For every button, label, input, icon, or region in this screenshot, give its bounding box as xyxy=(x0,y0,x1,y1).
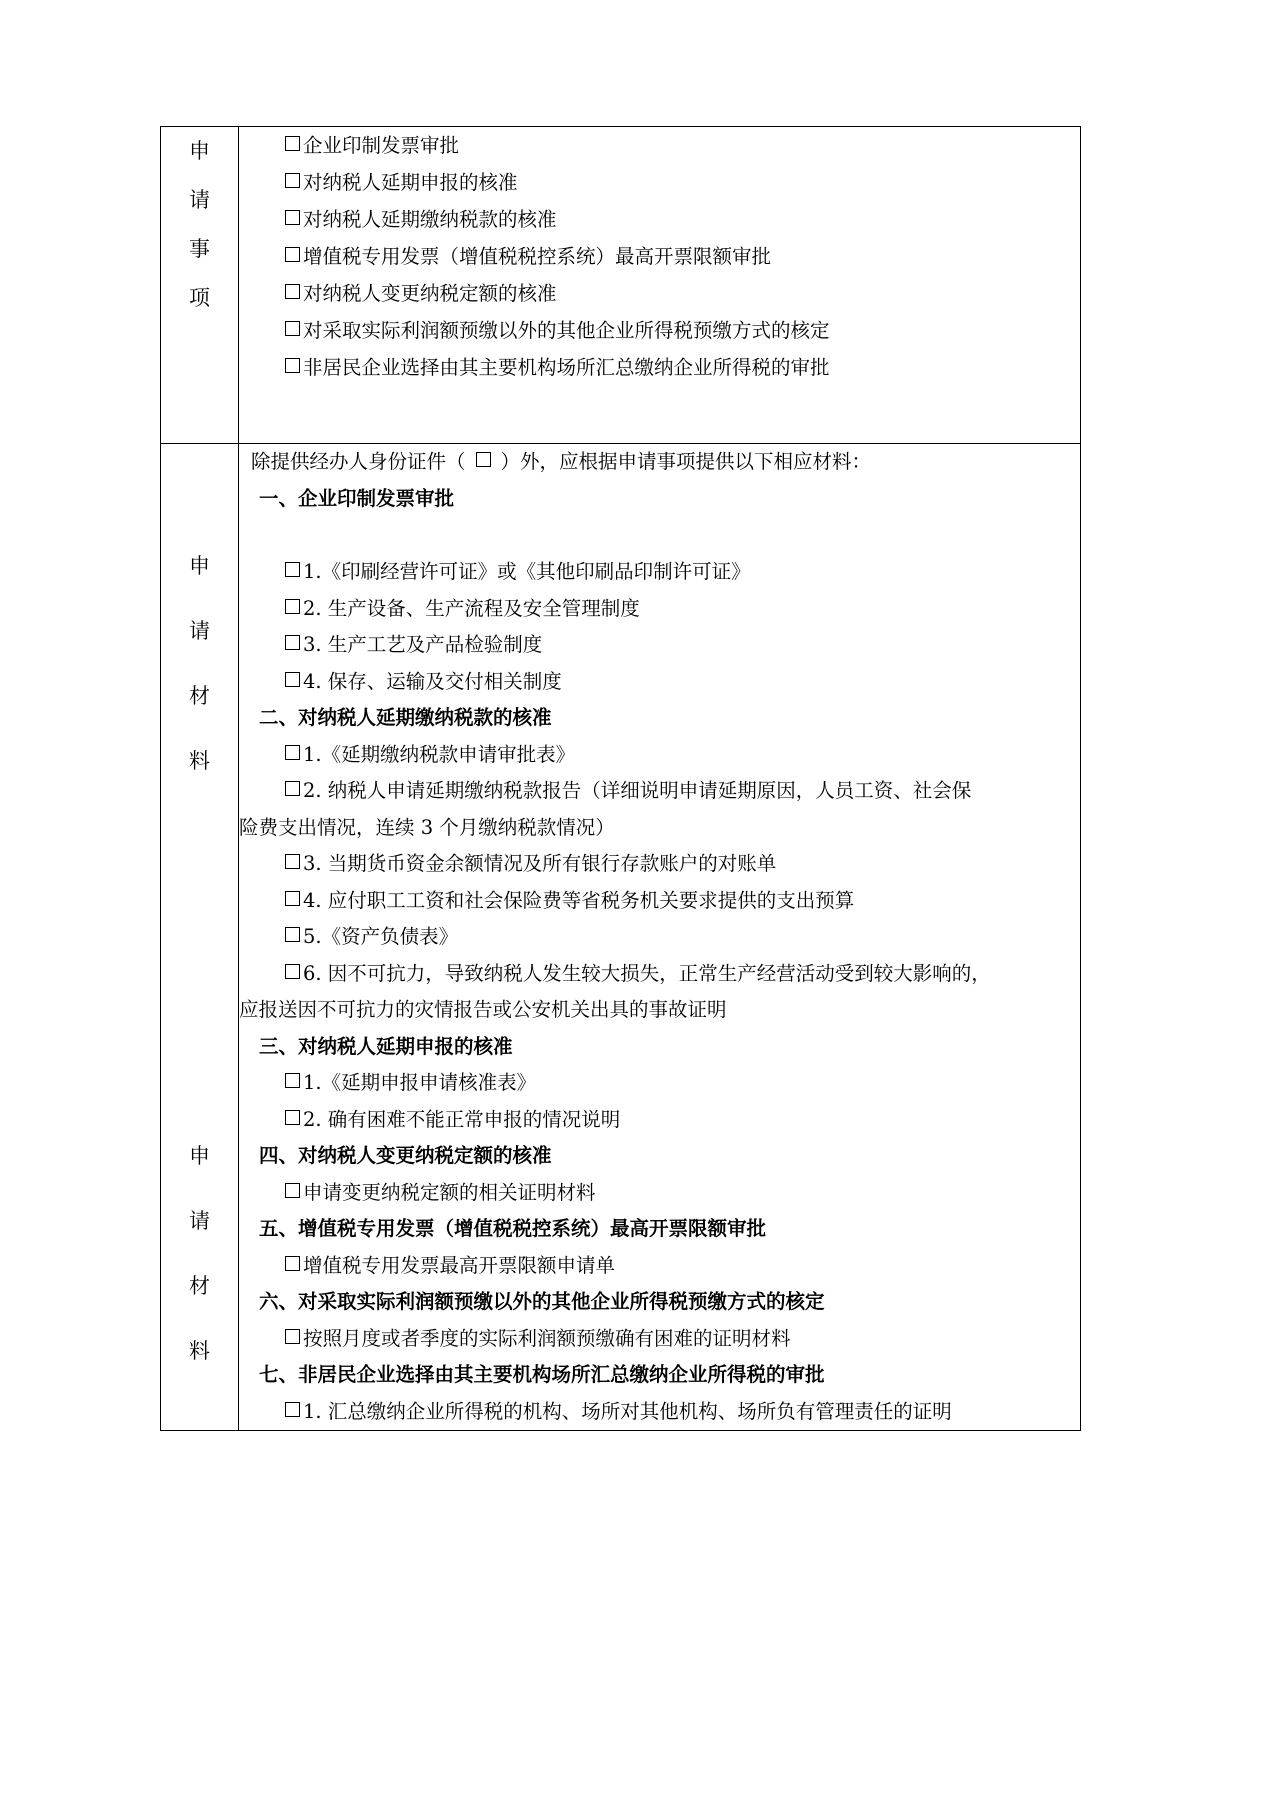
checkbox-icon[interactable] xyxy=(285,964,300,979)
checkbox-label: 申请变更纳税定额的相关证明材料 xyxy=(303,1180,596,1204)
label-char-3: 材 xyxy=(189,1274,210,1298)
section-heading: 四、对纳税人变更纳税定额的核准 xyxy=(259,1144,552,1167)
checkbox-row[interactable] xyxy=(239,664,1080,701)
application-materials-content xyxy=(239,444,1081,1431)
checkbox-label: 对纳税人延期申报的核准 xyxy=(303,171,518,194)
checkbox-row[interactable] xyxy=(239,164,1080,201)
checkbox-row[interactable] xyxy=(239,737,1080,774)
checkbox-row[interactable] xyxy=(239,1065,1080,1102)
checkbox-icon[interactable] xyxy=(285,136,300,151)
checkbox-row[interactable] xyxy=(239,1321,1080,1358)
checkbox-icon[interactable] xyxy=(285,173,300,188)
label-char-2: 请 xyxy=(189,619,210,643)
checkbox-label: 5.《资产负债表》 xyxy=(303,925,459,948)
checkbox-label: 2. 纳税人申请延期缴纳税款报告（详细说明申请延期原因，人员工资、社会保 xyxy=(303,779,972,802)
checkbox-icon[interactable] xyxy=(285,1110,300,1125)
checkbox-row[interactable] xyxy=(239,312,1080,349)
checkbox-icon[interactable] xyxy=(285,891,300,906)
checkbox-row[interactable] xyxy=(239,846,1080,883)
checkbox-row-continuation xyxy=(239,992,1080,1029)
label-char-1: 申 xyxy=(189,139,210,163)
row-label-application-items xyxy=(161,127,239,444)
table-row-application-materials xyxy=(161,444,1081,1431)
checkbox-row[interactable] xyxy=(239,127,1080,164)
row-label-application-materials xyxy=(161,444,239,1431)
checkbox-row[interactable] xyxy=(239,956,1080,993)
checkbox-label: 企业印制发票审批 xyxy=(303,134,460,157)
continuation-text: 险费支出情况，连续 3 个月缴纳税款情况） xyxy=(239,815,615,839)
spacer xyxy=(239,423,1080,443)
checkbox-label: 对采取实际利润额预缴以外的其他企业所得税预缴方式的核定 xyxy=(303,319,830,342)
label-char-2: 请 xyxy=(189,1209,210,1233)
checkbox-label: 按照月度或者季度的实际利润额预缴确有困难的证明材料 xyxy=(303,1326,791,1350)
checkbox-label: 对纳税人变更纳税定额的核准 xyxy=(303,282,557,305)
section-heading: 五、增值税专用发票（增值税税控系统）最高开票限额审批 xyxy=(259,1217,767,1240)
label-char-4: 项 xyxy=(189,286,210,310)
vertical-label-shen-qing-cai-liao-top xyxy=(161,534,238,794)
checkbox-label: 2. 确有困难不能正常申报的情况说明 xyxy=(303,1107,621,1131)
intro-text-after: ）外，应根据申请事项提供以下相应材料： xyxy=(500,450,872,473)
section-heading: 六、对采取实际利润额预缴以外的其他企业所得税预缴方式的核定 xyxy=(259,1290,825,1313)
checkbox-row[interactable] xyxy=(239,591,1080,628)
checkbox-icon[interactable] xyxy=(285,599,300,614)
label-char-1: 申 xyxy=(189,1144,210,1168)
checkbox-label: 1. 汇总缴纳企业所得税的机构、场所对其他机构、场所负有管理责任的证明 xyxy=(303,1399,952,1423)
checkbox-label: 4. 保存、运输及交付相关制度 xyxy=(303,669,562,693)
section-heading: 二、对纳税人延期缴纳税款的核准 xyxy=(259,706,552,729)
section-heading: 三、对纳税人延期申报的核准 xyxy=(259,1034,513,1058)
label-char-3: 材 xyxy=(189,684,210,708)
table-row-application-items xyxy=(161,127,1081,444)
vertical-label-shen-qing-cai-liao-bottom xyxy=(161,1124,238,1384)
checkbox-icon[interactable] xyxy=(285,321,300,336)
materials-intro-line xyxy=(239,444,1080,481)
id-document-checkbox-icon[interactable] xyxy=(476,452,491,467)
checkbox-icon[interactable] xyxy=(285,1402,300,1417)
label-char-4: 料 xyxy=(189,1339,210,1363)
checkbox-row[interactable] xyxy=(239,627,1080,664)
label-char-1: 申 xyxy=(189,554,210,578)
checkbox-row-continuation xyxy=(239,810,1080,847)
spacer xyxy=(239,517,1080,554)
label-char-2: 请 xyxy=(189,188,210,212)
checkbox-icon[interactable] xyxy=(285,854,300,869)
checkbox-label: 3. 生产工艺及产品检验制度 xyxy=(303,633,543,656)
checkbox-label: 1.《延期申报申请核准表》 xyxy=(303,1071,537,1094)
vertical-label-shen-qing-shi-xiang xyxy=(161,127,238,323)
section-heading: 一、企业印制发票审批 xyxy=(259,486,455,510)
checkbox-row[interactable] xyxy=(239,275,1080,312)
application-form-table xyxy=(160,126,1081,1431)
intro-text-before: 除提供经办人身份证件（ xyxy=(251,450,466,473)
checkbox-label: 2. 生产设备、生产流程及安全管理制度 xyxy=(303,596,640,620)
checkbox-icon[interactable] xyxy=(285,745,300,760)
checkbox-label: 对纳税人延期缴纳税款的核准 xyxy=(303,208,557,231)
checkbox-row[interactable] xyxy=(239,201,1080,238)
spacer xyxy=(239,386,1080,423)
checkbox-row[interactable] xyxy=(239,1175,1080,1212)
checkbox-row[interactable] xyxy=(239,349,1080,386)
checkbox-row[interactable] xyxy=(239,238,1080,275)
checkbox-label: 3. 当期货币资金余额情况及所有银行存款账户的对账单 xyxy=(303,852,777,875)
checkbox-row[interactable] xyxy=(239,1394,1080,1431)
section-heading: 七、非居民企业选择由其主要机构场所汇总缴纳企业所得税的审批 xyxy=(259,1363,825,1386)
checkbox-icon[interactable] xyxy=(285,1329,300,1344)
checkbox-icon[interactable] xyxy=(285,672,300,687)
checkbox-row[interactable] xyxy=(239,554,1080,591)
checkbox-label: 1.《印刷经营许可证》或《其他印刷品印制许可证》 xyxy=(303,560,751,583)
checkbox-icon[interactable] xyxy=(285,635,300,650)
checkbox-icon[interactable] xyxy=(285,247,300,262)
checkbox-icon[interactable] xyxy=(285,358,300,373)
label-char-4: 料 xyxy=(189,749,210,773)
continuation-text: 应报送因不可抗力的灾情报告或公安机关出具的事故证明 xyxy=(239,998,727,1021)
checkbox-row[interactable] xyxy=(239,1102,1080,1139)
checkbox-row[interactable] xyxy=(239,919,1080,956)
checkbox-icon[interactable] xyxy=(285,1183,300,1198)
checkbox-label: 6. 因不可抗力，导致纳税人发生较大损失，正常生产经营活动受到较大影响的， xyxy=(303,961,991,985)
checkbox-label: 增值税专用发票（增值税税控系统）最高开票限额审批 xyxy=(303,245,772,268)
checkbox-row[interactable] xyxy=(239,883,1080,920)
checkbox-label: 非居民企业选择由其主要机构场所汇总缴纳企业所得税的审批 xyxy=(303,356,830,379)
checkbox-icon[interactable] xyxy=(285,1256,300,1271)
checkbox-row[interactable] xyxy=(239,773,1080,810)
checkbox-row[interactable] xyxy=(239,1248,1080,1285)
checkbox-icon[interactable] xyxy=(285,562,300,577)
checkbox-icon[interactable] xyxy=(285,927,300,942)
application-items-content xyxy=(239,127,1081,444)
checkbox-icon[interactable] xyxy=(285,1073,300,1088)
checkbox-label: 1.《延期缴纳税款申请审批表》 xyxy=(303,742,576,766)
checkbox-label: 4. 应付职工工资和社会保险费等省税务机关要求提供的支出预算 xyxy=(303,888,855,912)
checkbox-label: 增值税专用发票最高开票限额申请单 xyxy=(303,1253,616,1277)
checkbox-icon[interactable] xyxy=(285,210,300,225)
label-char-3: 事 xyxy=(189,237,210,261)
checkbox-icon[interactable] xyxy=(285,781,300,796)
checkbox-icon[interactable] xyxy=(285,284,300,299)
